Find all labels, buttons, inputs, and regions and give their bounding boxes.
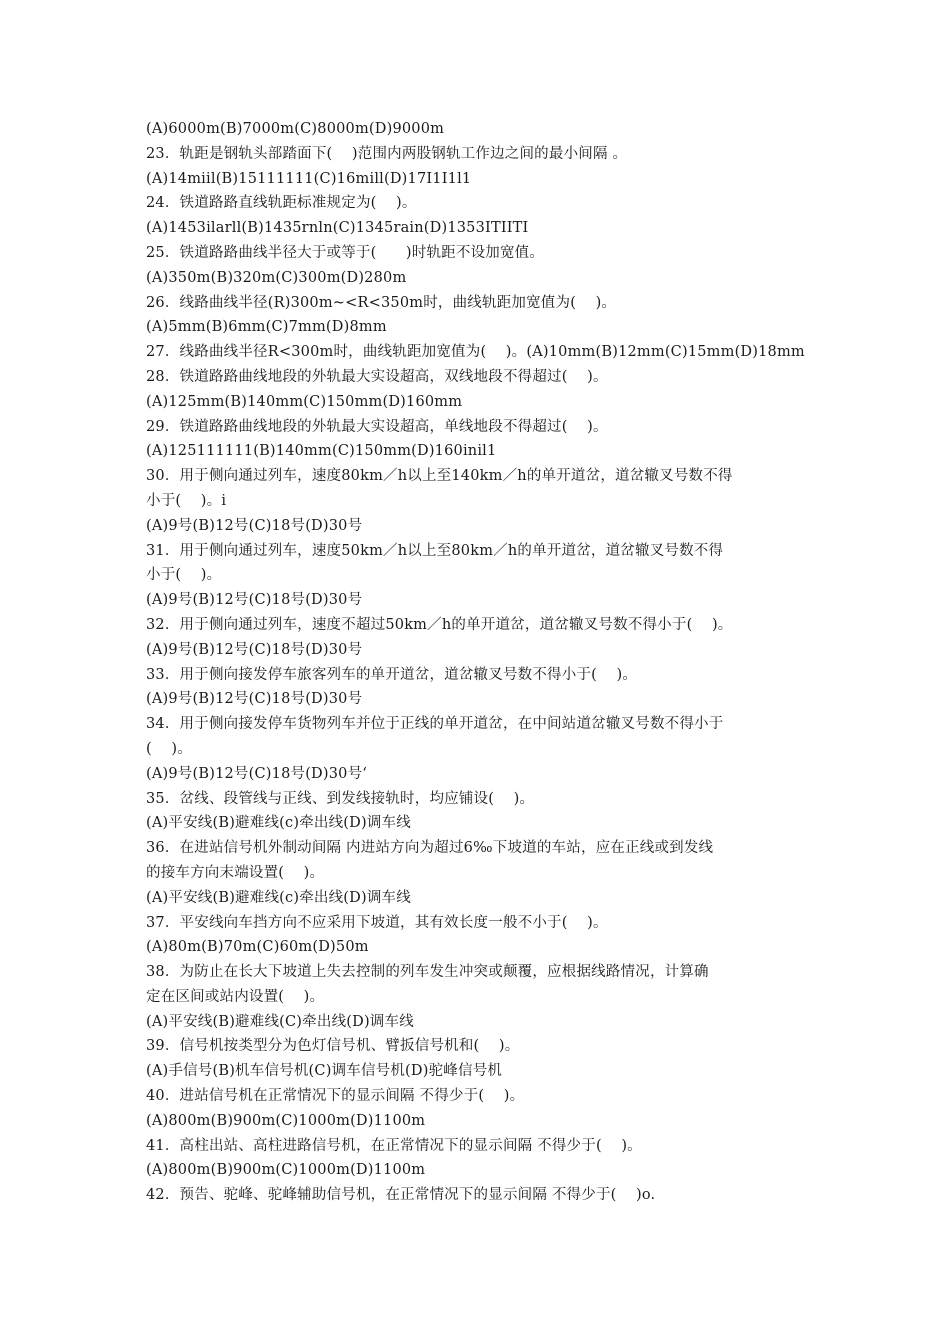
options-25: (A)350m(B)320m(C)300m(D)280m — [146, 269, 407, 286]
options-36: (A)平安线(B)避难线(c)牵出线(D)调车线 — [146, 889, 411, 906]
options-32: (A)9号(B)12号(C)18号(D)30号 — [146, 641, 363, 658]
question-42: 42．预告、驼峰、驼峰辅助信号机，在正常情况下的显示间隔 不得少于( )o. — [146, 1187, 656, 1204]
options-41: (A)800m(B)900m(C)1000m(D)1100m — [146, 1162, 426, 1179]
question-39: 39．信号机按类型分为色灯信号机、臂扳信号机和( )。 — [146, 1038, 520, 1055]
question-34: 34．用于侧向接发停车货物列车并位于正线的单开道岔，在中间站道岔辙叉号数不得小于 — [146, 716, 724, 733]
question-32: 32．用于侧向通过列车，速度不超过50km／h的单开道岔，道岔辙叉号数不得小于( )。 — [146, 616, 733, 633]
options-34: (A)9号(B)12号(C)18号(D)30号‘ — [146, 765, 368, 782]
options-35: (A)平安线(B)避难线(c)牵出线(D)调车线 — [146, 815, 411, 832]
document-body — [146, 117, 826, 1208]
question-31: 31．用于侧向通过列车，速度50km／h以上至80km／h的单开道岔，道岔辙叉号数不得 — [146, 542, 724, 559]
text-line: (A)6000m(B)7000m(C)8000m(D)9000m — [146, 121, 445, 137]
question-30: 30．用于侧向通过列车，速度80km／h以上至140km／h的单开道岔，道岔辙叉号数不得 — [146, 468, 733, 485]
question-37: 37．平安线向车挡方向不应采用下坡道，其有效长度一般不小于( )。 — [146, 914, 608, 931]
question-31-cont: 小于( )。 — [146, 567, 222, 584]
options-40: (A)800m(B)900m(C)1000m(D)1100m — [146, 1112, 426, 1129]
question-35: 35．岔线、段管线与正线、到发线接轨时，均应铺设( )。 — [146, 790, 535, 807]
question-38-cont: 定在区间或站内设置( )。 — [146, 988, 325, 1005]
options-38: (A)平安线(B)避难线(C)牵出线(D)调车线 — [146, 1013, 414, 1030]
options-37: (A)80m(B)70m(C)60m(D)50m — [146, 939, 369, 956]
options-26: (A)5mm(B)6mm(C)7mm(D)8mm — [146, 319, 387, 336]
question-29: 29．铁道路路曲线地段的外轨最大实设超高，单线地段不得超过( )。 — [146, 418, 608, 435]
options-28: (A)125mm(B)140mm(C)150mm(D)160mm — [146, 393, 463, 410]
options-30: (A)9号(B)12号(C)18号(D)30号 — [146, 517, 363, 534]
question-23: 23．轨距是钢轨头部踏面下( )范围内两股钢轨工作边之间的最小间隔 。 — [146, 145, 628, 162]
options-33: (A)9号(B)12号(C)18号(D)30号 — [146, 691, 363, 708]
question-38: 38．为防止在长大下坡道上失去控制的列车发生冲突或颠覆，应根据线路情况，计算确 — [146, 964, 709, 981]
question-25: 25．铁道路路曲线半径大于或等于( )时轨距不设加宽值。 — [146, 244, 545, 261]
question-34-cont: ( )。 — [146, 740, 192, 757]
question-40: 40．进站信号机在正常情况下的显示间隔 不得少于( )。 — [146, 1088, 525, 1105]
options-24: (A)1453ilarll(B)1435rnln(C)1345rain(D)1353ITIITI — [146, 220, 529, 237]
options-39: (A)手信号(B)机车信号机(C)调车信号机(D)驼峰信号机 — [146, 1063, 503, 1080]
options-23: (A)14miil(B)15111111(C)16mill(D)17I1I1l1 — [146, 170, 472, 187]
question-24: 24．铁道路路直线轨距标准规定为( )。 — [146, 195, 417, 212]
question-33: 33．用于侧向接发停车旅客列车的单开道岔，道岔辙叉号数不得小于( )。 — [146, 666, 638, 683]
question-36-cont: 的接车方向末端设置( )。 — [146, 864, 325, 881]
question-28: 28．铁道路路曲线地段的外轨最大实设超高，双线地段不得超过( )。 — [146, 368, 608, 385]
question-27: 27．线路曲线半径R<300m时，曲线轨距加宽值为( )。(A)10mm(B)12mm(C)15mm(D)18mm — [146, 344, 805, 361]
question-26: 26．线路曲线半径(R)300m~<R<350m时，曲线轨距加宽值为( )。 — [146, 294, 617, 311]
question-30-cont: 小于( )。i — [146, 492, 227, 509]
question-36: 36．在进站信号机外制动间隔 内进站方向为超过6‰下坡道的车站，应在正线或到发线 — [146, 840, 714, 857]
question-41: 41．高柱出站、高柱进路信号机，在正常情况下的显示间隔 不得少于( )。 — [146, 1137, 642, 1154]
options-31: (A)9号(B)12号(C)18号(D)30号 — [146, 592, 363, 609]
options-29: (A)125111111(B)140mm(C)150mm(D)160inil1 — [146, 443, 497, 460]
